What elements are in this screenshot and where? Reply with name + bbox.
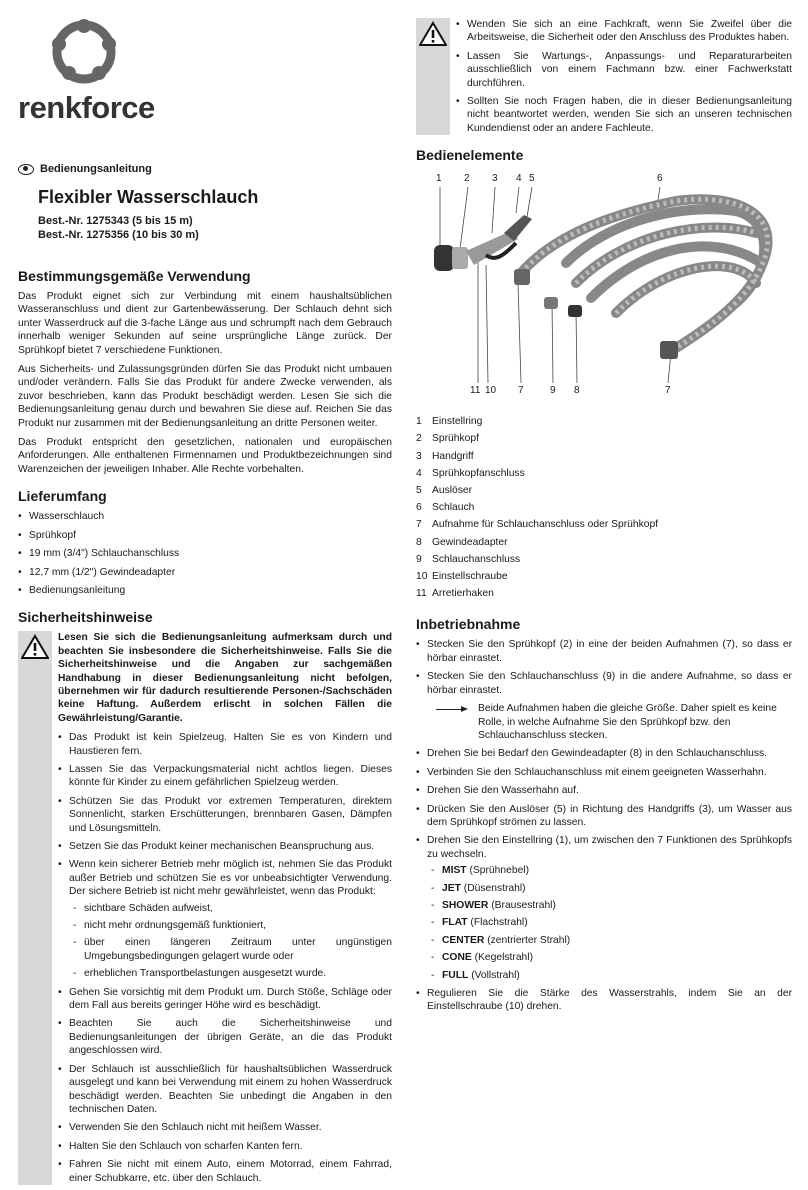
safety-intro: Lesen Sie sich die Bedienungsanleitung aufmerksam durch und beachten Sie insbesondere die Sicherheitshinweise. Falls Sie die Sicherheitshinweise und die Angaben zur sachgemäßen Handhabung in dieser Bedienungsanleitung nicht befolgen, übernehmen wir für dadurch resultierende Personen-/Sachschäden keine Haftung. Außerdem erlischt in solchen Fällen die Gewährleistung/Garantie. — [58, 632, 392, 724]
legend-item — [416, 465, 792, 482]
list-item: • Der Schlauch ist ausschließlich für haushaltsüblichen Wasserdruck ausgelegt und kann bei Verwendung mit einem zu hohen Wasserdruck beschädigt werden. Beachten Sie unbedingt die Angaben in den technischen Daten. — [58, 1063, 392, 1117]
safety-box — [18, 631, 392, 1185]
mode-desc: (Kegelstrahl) — [474, 952, 533, 964]
list-item: • Verwenden Sie den Schlauch nicht mit heißem Wasser. — [58, 1121, 392, 1134]
paragraph: Das Produkt eignet sich zur Verbindung mit einem haushaltsüblichen Wasseranschluss und dient zur Gartenbewässerung. Der Schlauch dehnt sich unter Wasserdruck auf die 3-fache Länge aus und schrumpft nach dem Gebrauch innerhalb weniger Sekunden auf seine ursprüngliche Länge zurück. Der Sprühkopf bietet 7 verschiedene Funktionen. — [18, 291, 392, 356]
figure-label: 1 — [436, 173, 442, 185]
sub-item: - über einen längeren Zeitraum unter ungünstigen Umgebungsbedingungen gelagert wurde oder — [69, 936, 392, 963]
legend-item — [416, 534, 792, 551]
legend-number: 5 — [416, 485, 422, 497]
eye-icon — [18, 164, 34, 175]
legend-item — [416, 499, 792, 516]
legend-number: 8 — [416, 536, 422, 548]
figure-label: 8 — [574, 385, 580, 397]
list-item: • Drehen Sie den Wasserhahn auf. — [416, 784, 792, 797]
legend-item — [416, 430, 792, 447]
mode-desc: (Sprühnebel) — [469, 865, 530, 877]
arrow-right-icon — [436, 702, 470, 742]
list-item: • Lassen Sie Wartungs-, Anpassungs- und Reparaturarbeiten ausschließlich von einem Fachmann bzw. einer Fachwerkstatt durchführen. — [456, 50, 792, 90]
legend-number: 11 — [416, 588, 427, 600]
sub-item: - nicht mehr ordnungsgemäß funktioniert, — [69, 919, 392, 932]
operation-list — [416, 638, 792, 697]
list-item: • Bedienungsanleitung — [18, 584, 392, 597]
legend-number: 2 — [416, 433, 422, 445]
brand-logo — [18, 18, 158, 128]
list-item: • Drücken Sie den Auslöser (5) in Richtung des Handgriffs (3), um Wasser aus dem Sprühkopf strömen zu lassen. — [416, 803, 792, 830]
mode-item — [427, 916, 792, 929]
list-item: • Regulieren Sie die Stärke des Wasserstrahls, indem Sie an der Einstellschraube (10) drehen. — [416, 987, 792, 1014]
legend-text: Handgriff — [432, 450, 474, 462]
list-item-text: Wenn kein sicherer Betrieb mehr möglich ist, nehmen Sie das Produkt außer Betrieb und schützen Sie es vor unbeabsichtigter Verwendung. Der sichere Betrieb ist nicht mehr gewährleistet, wenn das Produkt: — [69, 859, 392, 898]
operation-note — [436, 702, 792, 742]
legend-item — [416, 516, 792, 533]
safety-list — [58, 731, 392, 1185]
list-item: • 19 mm (3/4") Schlauchanschluss — [18, 547, 392, 560]
list-item: • Gehen Sie vorsichtig mit dem Produkt um. Durch Stöße, Schläge oder dem Fall aus bereits geringer Höhe wird es beschädigt. — [58, 986, 392, 1013]
mode-item — [427, 864, 792, 877]
mode-item — [427, 882, 792, 895]
list-item-text: Drehen Sie den Einstellring (1), um zwischen den 7 Funktionen des Sprühkopfs zu wechseln. — [427, 835, 792, 860]
mode-name: FULL — [442, 969, 469, 981]
note-text: Beide Aufnahmen haben die gleiche Größe. Daher spielt es keine Rolle, in welche Aufnahme Sie den Sprühkopf bzw. den Schlauchanschluss stecken. — [478, 703, 777, 741]
legend-text: Arretierhaken — [432, 588, 494, 600]
legend-text: Sprühkopf — [432, 433, 479, 445]
hose-illustration — [416, 173, 792, 405]
sub-item: - sichtbare Schäden aufweist, — [69, 902, 392, 915]
controls-heading: Bedienelemente — [416, 147, 524, 164]
figure-label: 7 — [518, 385, 524, 397]
order-number: Best.-Nr. 1275343 (5 bis 15 m) — [38, 215, 193, 227]
mode-name: CONE — [442, 952, 472, 964]
page-title: Flexibler Wasserschlauch — [38, 187, 259, 207]
warning-icon — [419, 21, 447, 47]
figure-label: 6 — [657, 173, 663, 185]
legend-item — [416, 413, 792, 430]
legend-text: Aufnahme für Schlauchanschluss oder Sprühkopf — [432, 519, 659, 531]
legend-text: Einstellschraube — [432, 571, 508, 583]
list-item: • Das Produkt ist kein Spielzeug. Halten Sie es von Kindern und Haustieren fern. — [58, 731, 392, 758]
figure-label: 3 — [492, 173, 498, 185]
figure-label: 5 — [529, 173, 535, 185]
scope-list — [18, 510, 392, 597]
list-item: • Fahren Sie nicht mit einem Auto, einem Motorrad, einem Fahrrad, einer Schubkarre, etc. über den Schlauch. — [58, 1158, 392, 1185]
mode-desc: (Düsenstrahl) — [463, 882, 526, 894]
mode-name: FLAT — [442, 917, 468, 929]
mode-name: CENTER — [442, 934, 485, 946]
safety-box-continued — [416, 18, 792, 135]
renkforce-star-icon — [18, 18, 158, 90]
legend-number: 9 — [416, 553, 422, 565]
mode-item — [427, 899, 792, 912]
list-item: • Stecken Sie den Schlauchanschluss (9) in die andere Aufnahme, so dass er hörbar einrastet. — [416, 670, 792, 697]
legend-text: Gewindeadapter — [432, 536, 508, 548]
legend-number: 7 — [416, 519, 422, 531]
list-item: • Stecken Sie den Sprühkopf (2) in eine der beiden Aufnahmen (7), so dass er hörbar einrastet. — [416, 638, 792, 665]
right-column — [416, 18, 792, 1019]
figure-label: 2 — [464, 173, 470, 185]
sub-list — [69, 902, 392, 981]
list-item: • Drehen Sie bei Bedarf den Gewindeadapter (8) in den Schlauchanschluss. — [416, 747, 792, 760]
legend-item — [416, 585, 792, 602]
order-number: Best.-Nr. 1275356 (10 bis 30 m) — [38, 229, 199, 241]
mode-name: SHOWER — [442, 899, 489, 911]
figure-label: 9 — [550, 385, 556, 397]
intended-use-section — [18, 268, 392, 1190]
list-item: • Beachten Sie auch die Sicherheitshinweise und Bedienungsanleitungen der übrigen Geräte, an die das Produkt angeschlossen wird. — [58, 1017, 392, 1057]
legend-number: 1 — [416, 416, 422, 428]
list-item — [58, 858, 392, 980]
doc-type-label: Bedienungsanleitung — [40, 163, 152, 175]
scope-heading: Lieferumfang — [18, 488, 107, 505]
list-item: • Wenden Sie sich an eine Fachkraft, wenn Sie Zweifel über die Arbeitsweise, die Sicherheit oder den Anschluss des Produktes haben. — [456, 18, 792, 45]
mode-name: MIST — [442, 865, 467, 877]
intended-use-heading: Bestimmungsgemäße Verwendung — [18, 268, 251, 284]
mode-item — [427, 951, 792, 964]
figure-label: 10 — [485, 385, 497, 397]
legend-item — [416, 448, 792, 465]
mode-item — [427, 969, 792, 982]
legend-item — [416, 551, 792, 568]
brand-name: renkforce — [18, 90, 155, 125]
operation-list-continued — [416, 747, 792, 1014]
list-item: • Sprühkopf — [18, 529, 392, 542]
controls-legend — [416, 413, 792, 602]
sub-item: - erheblichen Transportbelastungen ausgesetzt wurde. — [69, 967, 392, 980]
list-item — [416, 834, 792, 982]
legend-item — [416, 568, 792, 585]
figure-label: 11 — [470, 385, 481, 397]
document-header — [18, 163, 392, 242]
mode-desc: (Flachstrahl) — [470, 917, 528, 929]
legend-text: Einstellring — [432, 416, 483, 428]
warning-bar — [18, 631, 52, 1185]
operation-heading: Inbetriebnahme — [416, 616, 521, 633]
legend-number: 6 — [416, 502, 422, 514]
legend-text: Schlauch — [432, 502, 475, 514]
paragraph: Das Produkt entspricht den gesetzlichen, nationalen und europäischen Anforderungen. Alle enthaltenen Firmennamen und Produktbezeichnungen sind Warenzeichen der jeweiligen Inhaber. Alle Rechte vorbehalten. — [18, 437, 392, 475]
list-item: • Halten Sie den Schlauch von scharfen Kanten fern. — [58, 1140, 392, 1153]
list-item: • Setzen Sie das Produkt keiner mechanischen Beanspruchung aus. — [58, 840, 392, 853]
list-item: • Lassen Sie das Verpackungsmaterial nicht achtlos liegen. Dieses könnte für Kinder zu einem gefährlichen Spielzeug werden. — [58, 763, 392, 790]
mode-desc: (Brausestrahl) — [491, 899, 556, 911]
legend-text: Auslöser — [432, 485, 473, 497]
mode-list — [427, 864, 792, 982]
legend-item — [416, 482, 792, 499]
list-item: • Wasserschlauch — [18, 510, 392, 523]
legend-number: 3 — [416, 450, 422, 462]
paragraph: Aus Sicherheits- und Zulassungsgründen dürfen Sie das Produkt nicht umbauen und/oder verändern. Falls Sie das Produkt für andere Zwecke verwenden, als zuvor beschrieben, kann das Produkt beschädigt werden. Lesen Sie sich die Bedienungsanleitung genau durch und bewahren Sie diese auf. Reichen Sie das Produkt nur zusammen mit der Bedienungsanleitung an dritte Personen weiter. — [18, 364, 392, 429]
mode-desc: (zentrierter Strahl) — [487, 934, 571, 946]
doc-type — [18, 163, 392, 175]
mode-item — [427, 934, 792, 947]
product-figure — [416, 173, 792, 405]
warning-icon — [21, 634, 49, 660]
legend-text: Schlauchanschluss — [432, 553, 521, 565]
mode-desc: (Vollstrahl) — [471, 969, 520, 981]
list-item: • Verbinden Sie den Schlauchanschluss mit einem geeigneten Wasserhahn. — [416, 766, 792, 779]
legend-number: 4 — [416, 467, 422, 479]
figure-label: 7 — [665, 385, 671, 397]
list-item: • Sollten Sie noch Fragen haben, die in dieser Bedienungsanleitung nicht beantwortet werden, wenden Sie sich an unseren technischen Kundendienst oder an andere Fachleute. — [456, 95, 792, 135]
safety-list-continued — [456, 18, 792, 135]
safety-heading: Sicherheitshinweise — [18, 609, 153, 626]
legend-number: 10 — [416, 571, 428, 583]
list-item: • Schützen Sie das Produkt vor extremen Temperaturen, direktem Sonnenlicht, starken Erschütterungen, brennbaren Gasen, Dämpfen und Lösungsmitteln. — [58, 795, 392, 835]
figure-label: 4 — [516, 173, 522, 185]
mode-name: JET — [442, 882, 461, 894]
list-item: • 12,7 mm (1/2") Gewindeadapter — [18, 566, 392, 579]
legend-text: Sprühkopfanschluss — [432, 467, 525, 479]
